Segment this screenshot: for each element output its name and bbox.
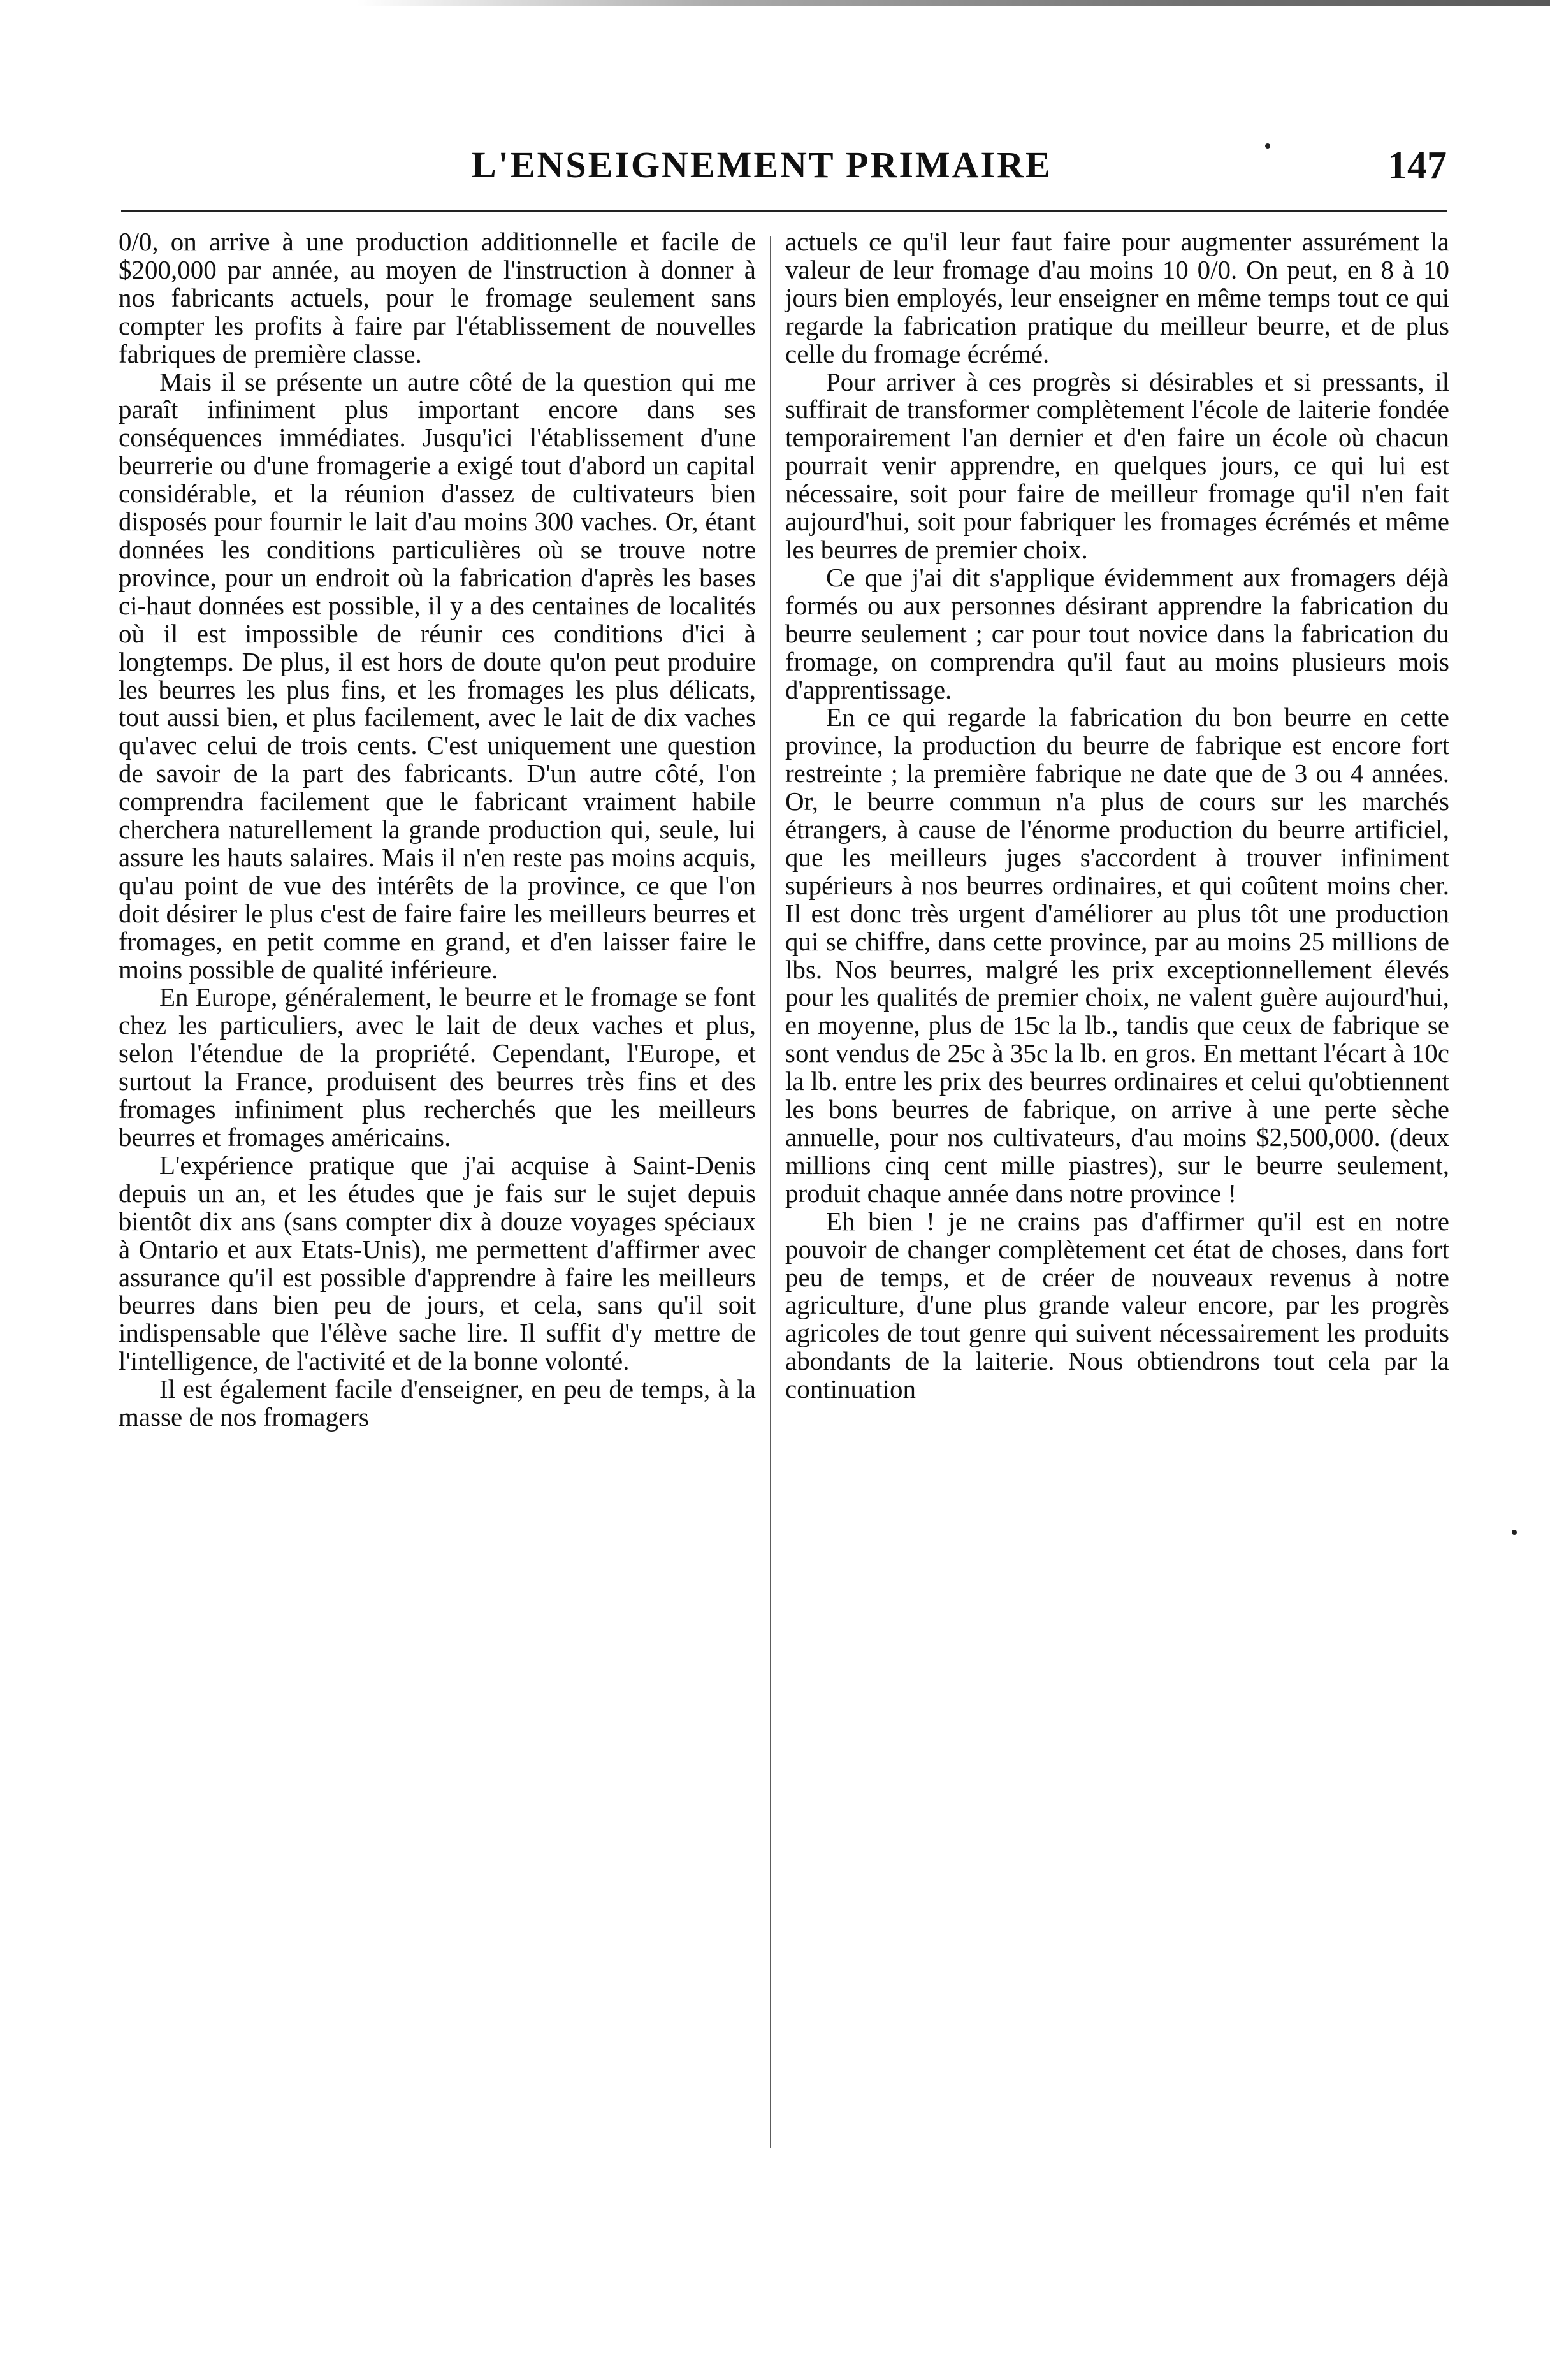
paragraph: actuels ce qu'il leur faut faire pour augmenter assurément la valeur de leur fromage d'au moins 10 0/0. On peut, en 8 à 10 jours bien employés, leur enseigner en même temps tout ce qui regarde la fabrication pratique du meilleur beurre, et de plus celle du fromage écrémé. [785, 227, 1449, 368]
column-divider [770, 236, 771, 2148]
paragraph: Mais il se présente un autre côté de la question qui me paraît infiniment plus important encore dans ses conséquences immédiates. Jusqu'ici l'établissement d'une beurrerie ou d'une fromagerie a exigé tout d'abord un capital considérable, et la réunion d'assez de cultivateurs bien disposés pour fournir le lait d'au moins 300 vaches. Or, étant données les conditions particulières où se trouve notre province, pour un endroit où la fabrication d'après les bases ci-haut données est possible, il y a des centaines de localités où il est impossible de réunir ces conditions d'ici à longtemps. De plus, il est hors de doute qu'on peut produire les beurres les plus fins, et les fromages les plus délicats, tout aussi bien, et plus facilement, avec le lait de dix vaches qu'avec celui de trois cents. C'est uniquement une question de savoir de la part des fabricants. D'un autre côté, l'on comprendra facilement que le fabricant vraiment habile cherchera naturellement la grande production qui, seule, lui assure les hauts salaires. Mais il n'en reste pas moins acquis, qu'au point de vue des intérêts de la province, ce que l'on doit désirer le plus c'est de faire faire les meilleurs beurres et fromages, en petit comme en grand, et d'en laisser faire le moins possible de qualité inférieure. [119, 366, 756, 984]
paragraph: Eh bien ! je ne crains pas d'affirmer qu'il est en notre pouvoir de changer complètement cet état de choses, dans fort peu de temps, et de créer de nouveaux revenus à notre agriculture, d'une plus grande valeur encore, par les progrès agricoles de tout genre qui suivent nécessairement les produits abondants de la laiterie. Nous obtiendrons tout cela par la continuation [785, 1206, 1449, 1404]
paragraph: Il est également facile d'enseigner, en peu de temps, à la masse de nos fromagers [119, 1374, 756, 1432]
paragraph: 0/0, on arrive à une production additionnelle et facile de $200,000 par année, au moyen de l'instruction à donner à nos fabricants actuels, pour le fromage seulement sans compter les profits à faire par l'établissement de nouvelles fabriques de première classe. [119, 227, 756, 368]
running-title: L'ENSEIGNEMENT PRIMAIRE [472, 144, 1052, 185]
scan-speck [1512, 1530, 1517, 1535]
paragraph: En Europe, généralement, le beurre et le fromage se font chez les particuliers, avec le lait de deux vaches et plus, selon l'étendue de la propriété. Cependant, l'Europe, et surtout la France, produisent des beurres très fins et des fromages infiniment plus recherchés que les meilleurs beurres et fromages américains. [119, 982, 756, 1152]
scan-edge-shadow [357, 0, 1550, 6]
paragraph: L'expérience pratique que j'ai acquise à Saint-Denis depuis un an, et les études que je fais sur le sujet depuis bientôt dix ans (sans compter dix à douze voyages spéciaux à Ontario et aux Etats-Unis), me permettent d'affirmer avec assurance qu'il est possible d'apprendre à faire les meilleurs beurres dans bien peu de jours, et cela, sans qu'il soit indispensable que l'élève sache lire. Il suffit d'y mettre de l'intelligence, de l'activité et de la bonne volonté. [119, 1150, 756, 1376]
scan-speck [1265, 143, 1270, 149]
left-column [119, 228, 756, 1432]
right-column [785, 228, 1449, 1404]
header-rule [121, 210, 1447, 212]
page-header [121, 143, 1447, 201]
page-number: 147 [1387, 144, 1447, 187]
paragraph: Ce que j'ai dit s'applique évidemment aux fromagers déjà formés ou aux personnes désirant apprendre la fabrication du beurre seulement ; car pour tout novice dans la fabrication du fromage, on comprendra qu'il faut au moins plusieurs mois d'apprentissage. [785, 562, 1449, 704]
paragraph: En ce qui regarde la fabrication du bon beurre en cette province, la production du beurre de fabrique est encore fort restreinte ; la première fabrique ne date que de 3 ou 4 années. Or, le beurre commun n'a plus de cours sur les marchés étrangers, à cause de l'énorme production du beurre artificiel, que les meilleurs juges s'accordent à trouver infiniment supérieurs à nos beurres ordinaires, et qui coûtent moins cher. Il est donc très urgent d'améliorer au plus tôt une production qui se chiffre, dans cette province, par au moins 25 millions de lbs. Nos beurres, malgré les prix exceptionnellement élevés pour les qualités de premier choix, ne valent guère aujourd'hui, en moyenne, plus de 15c la lb., tandis que ceux de fabrique se sont vendus de 25c à 35c la lb. en gros. En mettant l'écart à 10c la lb. entre les prix des beurres ordinaires et celui qu'obtiennent les bons beurres de fabrique, on arrive à une perte sèche annuelle, pour nos cultivateurs, d'au moins $2,500,000. (deux millions cinq cent mille piastres), sur le beurre seulement, produit chaque année dans notre province ! [785, 702, 1449, 1208]
paragraph: Pour arriver à ces progrès si désirables et si pressants, il suffirait de transformer complètement l'école de laiterie fondée temporairement l'an dernier et d'en faire un école où chacun pourrait venir apprendre, en quelques jours, ce qui lui est nécessaire, soit pour faire de meilleur fromage qu'il n'en fait aujourd'hui, soit pour fabriquer les fromages écrémés et même les beurres de premier choix. [785, 366, 1449, 564]
